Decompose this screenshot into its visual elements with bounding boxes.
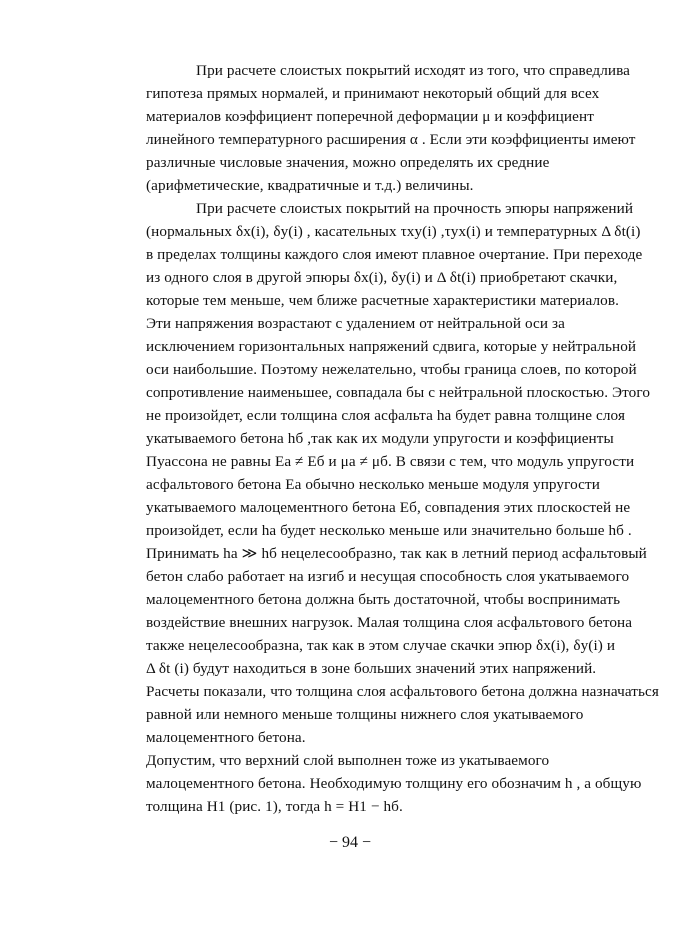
text-line: (нормальных δx(i), δy(i) , касательных τxy(i) ,τyx(i) и температурных Δ δt(i) — [146, 223, 641, 240]
text-line: При расчете слоистых покрытий исходят из того, что справедлива — [196, 62, 631, 79]
text-line: которые тем меньше, чем ближе расчетные характеристики материалов. — [146, 292, 620, 309]
text-line: бетон слабо работает на изгиб и несущая способность слоя укатываемого — [146, 568, 630, 585]
text-line: Расчеты показали, что толщина слоя асфальтового бетона должна назначаться — [146, 683, 659, 700]
text-line: из одного слоя в другой эпюры δx(i), δy(i) и Δ δt(i) приобретают скачки, — [146, 269, 618, 286]
text-line: не произойдет, если толщина слоя асфальта hа будет равна толщине слоя — [146, 407, 626, 424]
text-line: произойдет, если hа будет несколько меньше или значительно больше hб . — [146, 522, 632, 539]
text-line: Пуассона не равны Еа ≠ Еб и μа ≠ μб. В связи с тем, что модуль упругости — [146, 453, 635, 470]
text-line: линейного температурного расширения α . Если эти коэффициенты имеют — [146, 131, 636, 148]
text-line: малоцементного бетона должна быть достаточной, чтобы воспринимать — [146, 591, 621, 608]
text-line: малоцементного бетона. — [146, 729, 306, 746]
text-line: укатываемого малоцементного бетона Еб, совпадения этих плоскостей не — [146, 499, 631, 516]
text-line: исключением горизонтальных напряжений сдвига, которые у нейтральной — [146, 338, 637, 355]
text-line: различные числовые значения, можно определять их средние — [146, 154, 550, 171]
text-line: асфальтового бетона Еа обычно несколько меньше модуля упругости — [146, 476, 600, 493]
text-line: Эти напряжения возрастают с удалением от нейтральной оси за — [146, 315, 565, 332]
text-line: также нецелесообразна, так как в этом случае скачки эпюр δx(i), δy(i) и — [146, 637, 616, 654]
text-line: Допустим, что верхний слой выполнен тоже из укатываемого — [146, 752, 550, 769]
text-line: равной или немного меньше толщины нижнего слоя укатываемого — [146, 706, 584, 723]
text-line: материалов коэффициент поперечной деформации μ и коэффициент — [146, 108, 594, 125]
text-line: Δ δt (i) будут находиться в зоне больших значений этих напряжений. — [146, 660, 597, 677]
text-line: толщина H1 (рис. 1), тогда h = H1 − hб. — [146, 798, 403, 815]
text-line: При расчете слоистых покрытий на прочность эпюры напряжений — [196, 200, 634, 217]
text-line: малоцементного бетона. Необходимую толщину его обозначим h , а общую — [146, 775, 642, 792]
text-line: сопротивление наименьшее, совпадала бы с нейтральной плоскостью. Этого — [146, 384, 651, 401]
page-number: − 94 − — [328, 834, 372, 851]
text-line: Принимать hа ≫ hб нецелесообразно, так как в летний период асфальтовый — [146, 545, 647, 562]
text-line: (арифметические, квадратичные и т.д.) величины. — [146, 177, 474, 194]
text-line: воздействие внешних нагрузок. Малая толщина слоя асфальтового бетона — [146, 614, 633, 631]
text-line: в пределах толщины каждого слоя имеют плавное очертание. При переходе — [146, 246, 643, 263]
text-line: укатываемого бетона hб ,так как их модули упругости и коэффициенты — [146, 430, 614, 447]
text-line: оси наибольшие. Поэтому нежелательно, чтобы граница слоев, по которой — [146, 361, 637, 378]
text-line: гипотеза прямых нормалей, и принимают некоторый общий для всех — [146, 85, 600, 102]
